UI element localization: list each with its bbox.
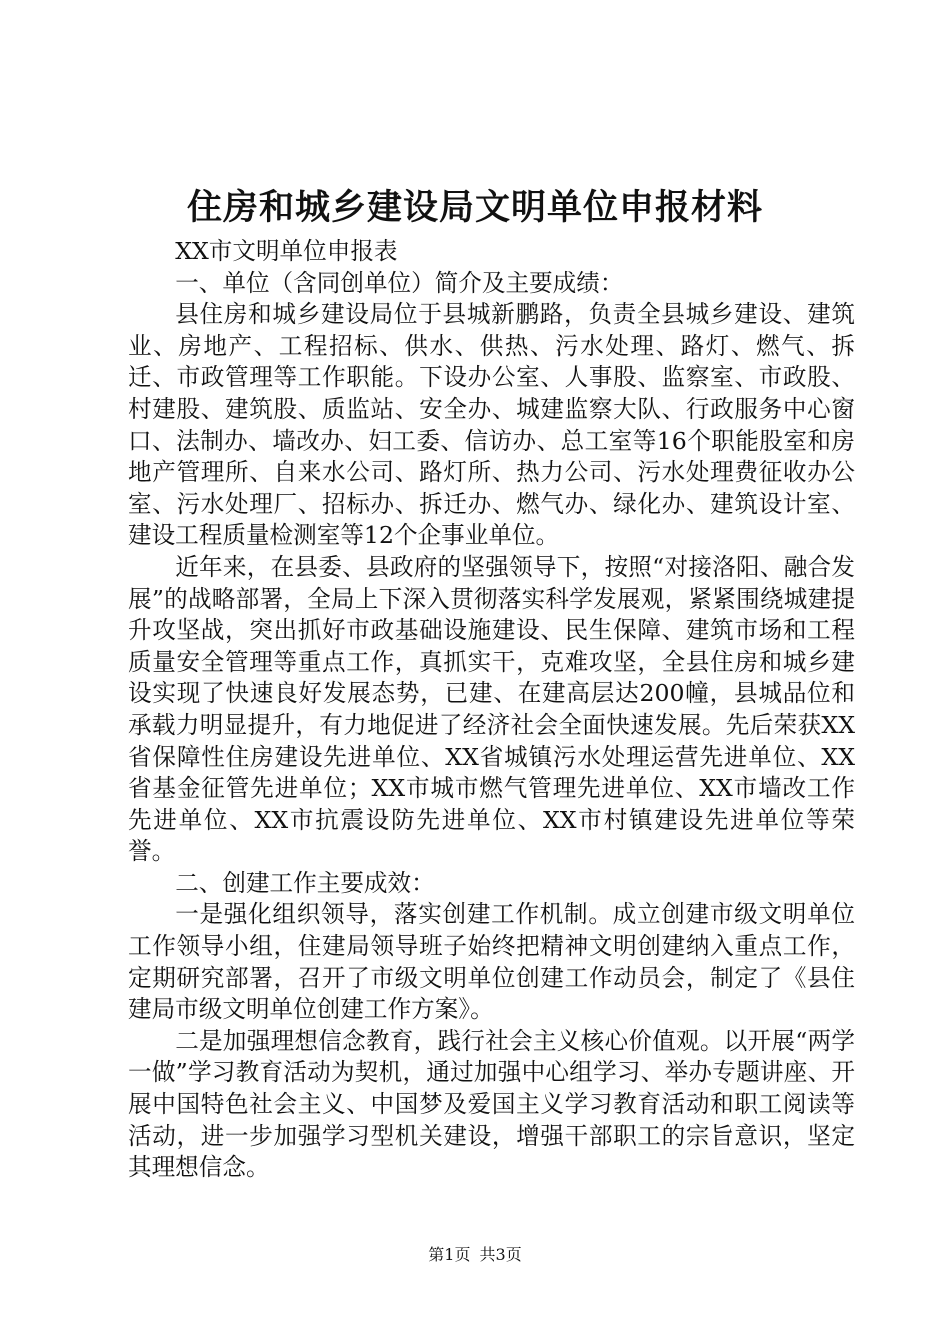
paragraph-achievements: 近年来，在县委、县政府的坚强领导下，按照“对接洛阳、融合发展”的战略部署，全局上下深入贯彻落实科学发展观，紧紧围绕城建提升攻坚战，突出抓好市政基础设施建设、民生保障、建筑市场和工程质量安全管理等重点工作，真抓实干，克难攻坚，全县住房和城乡建设实现了快速良好发展态势，已建、在建高层达200幢，县城品位和承载力明显提升，有力地促进了经济社会全面快速发展。先后荣获XX省保障性住房建设先进单位、XX省城镇污水处理运营先进单位、XX省基金征管先进单位；XX市城市燃气管理先进单位、XX市墙改工作先进单位、XX市抗震设防先进单位、XX市村镇建设先进单位等荣誉。: [128, 552, 855, 866]
form-heading: XX市文明单位申报表: [175, 237, 398, 265]
paragraph-ideals-education: 二是加强理想信念教育，践行社会主义核心价值观。以开展“两学一做”学习教育活动为契机，通过加强中心组学习、举办专题讲座、开展中国特色社会主义、中国梦及爱国主义学习教育活动和职工阅读等活动，进一步加强学习型机关建设，增强干部职工的宗旨意识，坚定其理想信念。: [128, 1026, 855, 1182]
paragraph-organization: 一是强化组织领导，落实创建工作机制。成立创建市级文明单位工作领导小组，住建局领导班子始终把精神文明创建纳入重点工作，定期研究部署，召开了市级文明单位创建工作动员会，制定了《县住建局市级文明单位创建工作方案》。: [128, 900, 855, 1024]
document-title: 住房和城乡建设局文明单位申报材料: [186, 187, 763, 228]
section-heading-2: 二、创建工作主要成效：: [175, 868, 435, 897]
page-footer: [0, 1244, 950, 1266]
page-total: 共3页: [479, 1245, 522, 1264]
paragraph-unit-intro: 县住房和城乡建设局位于县城新鹏路，负责全县城乡建设、建筑业、房地产、工程招标、供水、供热、污水处理、路灯、燃气、拆迁、市政管理等工作职能。下设办公室、人事股、监察室、市政股、村建股、建筑股、质监站、安全办、城建监察大队、行政服务中心窗口、法制办、墙改办、妇工委、信访办、总工室等16个职能股室和房地产管理所、自来水公司、路灯所、热力公司、污水处理费征收办公室、污水处理厂、招标办、拆迁办、燃气办、绿化办、建筑设计室、建设工程质量检测室等12个企事业单位。: [128, 300, 855, 550]
section-heading-1: 一、单位（含同创单位）简介及主要成绩：: [175, 268, 624, 297]
page-number: 第1页: [428, 1245, 471, 1264]
document-body: [128, 236, 855, 1184]
